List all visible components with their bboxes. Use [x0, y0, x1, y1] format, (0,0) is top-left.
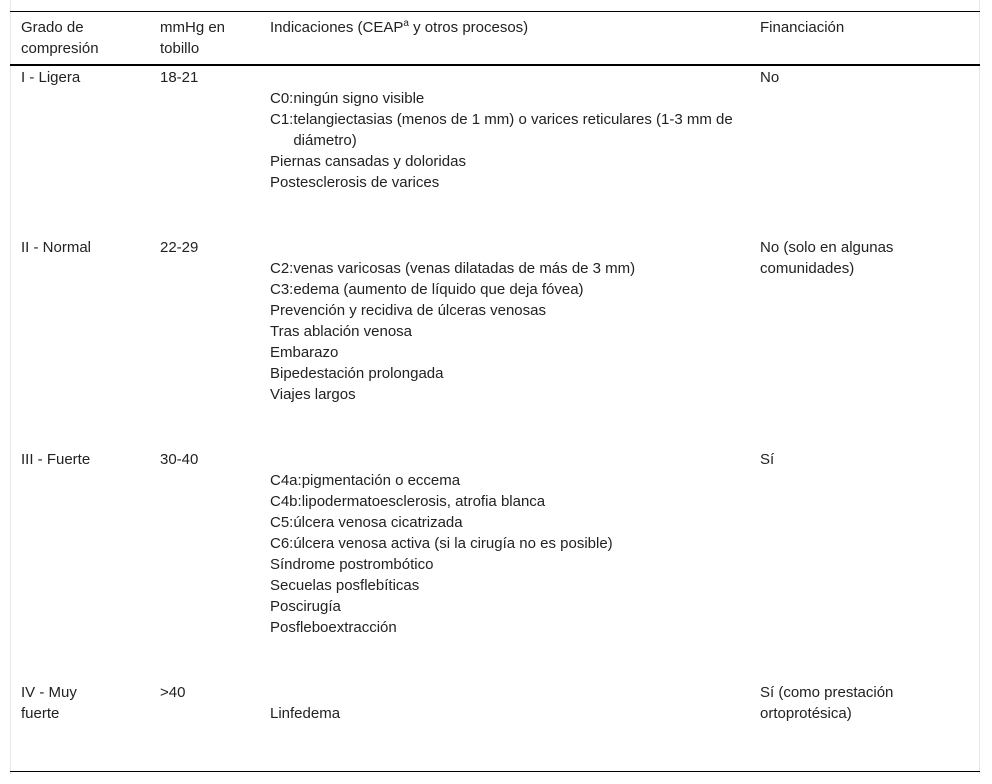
ceap-description: telangiectasias (menos de 1 mm) o varices reticulares (1-3 mm de diámetro): [293, 111, 733, 149]
cell-grado-line: fuerte: [21, 705, 60, 722]
cell-indicaciones: [270, 258, 740, 405]
ceap-description: úlcera venosa activa (si la cirugía no es posible): [293, 535, 613, 552]
cell-financiacion-line: No: [760, 69, 780, 86]
cell-grado: [21, 237, 141, 258]
ceap-code: C4b:: [270, 493, 302, 510]
ceap-code: C5:: [270, 514, 294, 531]
cell-financiacion: [760, 449, 970, 470]
indication-item: Postesclerosis de varices: [270, 174, 440, 191]
indication-item: Viajes largos: [270, 386, 356, 403]
header-indicaciones-footnote: a: [403, 18, 409, 29]
indication-item: Secuelas posflebíticas: [270, 577, 420, 594]
cell-financiacion-line: ortoprotésica): [760, 705, 852, 722]
header-indicaciones-text: Indicaciones (CEAP: [270, 19, 404, 36]
header-bottom-rule: [10, 64, 980, 66]
cell-mmhg: 18-21: [160, 69, 199, 86]
ceap-description: lipodermatoesclerosis, atrofia blanca: [301, 493, 546, 510]
header-mmhg-line: tobillo: [160, 40, 200, 57]
ceap-description: venas varicosas (venas dilatadas de más de 3 mm): [293, 260, 636, 277]
header-mmhg-line: mmHg en: [160, 19, 226, 36]
header-grado-line: compresión: [21, 40, 99, 57]
indication-item: Bipedestación prolongada: [270, 365, 444, 382]
ceap-description: pigmentación o eccema: [301, 472, 461, 489]
ceap-code: C3:: [270, 281, 294, 298]
ceap-description: úlcera venosa cicatrizada: [293, 514, 463, 531]
cell-financiacion-line: Sí (como prestación: [760, 684, 894, 701]
cell-indicaciones: [270, 88, 740, 193]
cell-financiacion-line: comunidades): [760, 260, 855, 277]
cell-grado-line: IV - Muy: [21, 684, 77, 701]
table-top-rule: [10, 11, 980, 12]
indication-item: Síndrome postrombótico: [270, 556, 434, 573]
ceap-code: C4a:: [270, 472, 302, 489]
ceap-item: [270, 109, 740, 151]
cell-grado: [21, 449, 141, 470]
ceap-item: [270, 88, 740, 109]
cell-mmhg: 30-40: [160, 451, 199, 468]
cell-financiacion-line: No (solo en algunas: [760, 239, 894, 256]
indication-item: Tras ablación venosa: [270, 323, 413, 340]
ceap-item: [270, 491, 740, 512]
ceap-description: edema (aumento de líquido que deja fóvea): [293, 281, 584, 298]
cell-grado: [21, 682, 141, 724]
cell-financiacion-line: Sí: [760, 451, 775, 468]
header-mmhg: [160, 17, 260, 59]
ceap-item: [270, 258, 740, 279]
cell-financiacion: [760, 67, 970, 88]
ceap-description: ningún signo visible: [293, 90, 425, 107]
header-financiacion-text: Financiación: [760, 19, 845, 36]
cell-grado-line: III - Fuerte: [21, 451, 91, 468]
indication-item: Piernas cansadas y doloridas: [270, 153, 466, 170]
cell-indicaciones: [270, 703, 740, 724]
cell-grado-line: II - Normal: [21, 239, 92, 256]
indication-item: Linfedema: [270, 705, 341, 722]
ceap-code: C1:: [270, 111, 294, 128]
cell-grado-line: I - Ligera: [21, 69, 81, 86]
header-financiacion: [760, 17, 970, 38]
cell-mmhg: 22-29: [160, 239, 199, 256]
ceap-item: [270, 512, 740, 533]
ceap-code: C2:: [270, 260, 294, 277]
header-indicaciones: [270, 17, 740, 38]
ceap-item: [270, 470, 740, 491]
cell-financiacion: [760, 682, 970, 724]
cell-indicaciones: [270, 470, 740, 638]
cell-financiacion: [760, 237, 970, 279]
indication-item: Posfleboextracción: [270, 619, 397, 636]
header-grado: [21, 17, 141, 59]
table-bottom-rule: [10, 771, 980, 772]
cell-mmhg: >40: [160, 684, 186, 701]
header-indicaciones-text-rest: y otros procesos): [408, 19, 529, 36]
indication-item: Prevención y recidiva de úlceras venosas: [270, 302, 546, 319]
indication-item: Poscirugía: [270, 598, 341, 615]
cell-grado: [21, 67, 141, 88]
ceap-item: [270, 533, 740, 554]
ceap-code: C0:: [270, 90, 294, 107]
indication-item: Embarazo: [270, 344, 339, 361]
ceap-code: C6:: [270, 535, 294, 552]
ceap-item: [270, 279, 740, 300]
header-grado-line: Grado de: [21, 19, 84, 36]
